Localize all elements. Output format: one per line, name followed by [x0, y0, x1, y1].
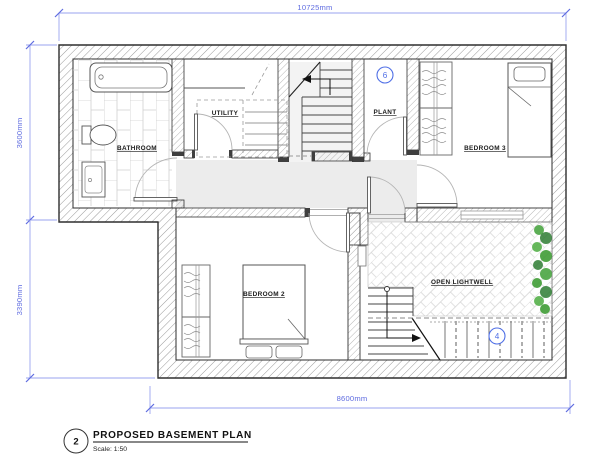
dimension-bottom [146, 380, 574, 414]
bed-bedroom-2 [240, 265, 308, 358]
dimension-left-lower-label: 3390mm [15, 284, 24, 316]
bed-bedroom-3 [508, 63, 551, 157]
dimension-left-lower [15, 220, 155, 382]
open-lightwell-label: OPEN LIGHTWELL [430, 279, 494, 286]
bathroom-label: BATHROOM [117, 145, 157, 152]
stair-marker-4-label: 4 [494, 332, 500, 341]
dimension-bottom-label: 8600mm [336, 394, 368, 403]
bedroom-3-label: BEDROOM 3 [464, 145, 506, 152]
stair-marker-6-label: 6 [382, 71, 388, 80]
drawing-scale: Scale: 1:50 [93, 446, 128, 453]
wardrobe-bedroom-3 [420, 62, 452, 155]
dimension-left-upper [15, 41, 57, 224]
plant-label: PLANT [373, 109, 397, 116]
bathtub [90, 63, 172, 92]
stair-marker-4 [489, 328, 505, 344]
wardrobe-bedroom-2 [182, 265, 210, 357]
stair-marker-6 [377, 67, 393, 83]
basin [82, 162, 105, 197]
dimension-top-label: 10725mm [297, 3, 333, 12]
bedroom-2-label: BEDROOM 2 [243, 291, 285, 298]
dimension-left-upper-label: 3600mm [15, 117, 24, 149]
drawing-title: PROPOSED BASEMENT PLAN [93, 430, 252, 441]
bathroom [73, 59, 177, 206]
toilet [82, 125, 116, 145]
utility-label: UTILITY [211, 110, 239, 117]
dimension-top [55, 3, 570, 41]
lightwell-window [461, 211, 523, 219]
drawing-number: 2 [73, 436, 79, 448]
title-block [64, 429, 252, 453]
